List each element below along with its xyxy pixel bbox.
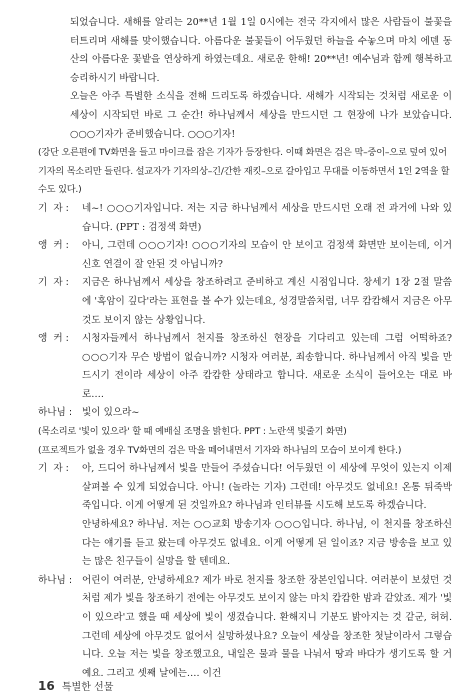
dialogue-text: 네~! ○○○기자입니다. 저는 지금 하나님께서 세상을 만드시던 오래 전 과거에 나와 있습니다. (PPT : 검정색 화면)	[82, 202, 452, 233]
dialogue-line	[38, 330, 452, 404]
dialogue-text: 아, 드디어 하나님께서 빛을 만들어 주셨습니다! 어두웠던 이 세상에 무엇이 있는지 이제 살펴볼 수 있게 되었습니다. 아니! (놀라는 기자) 그런데! 아무것도 없네요! 온통 뒤죽박죽입니다. 이게 어떻게 된 것일까요? 하나님과 인터뷰를 시도해 보도록 하겠습니다.	[82, 463, 452, 512]
speaker-label: 기 자 :	[38, 277, 69, 289]
dialogue-text: 지금은 하나님께서 세상을 창조하려고 준비하고 계신 시점입니다. 창세기 1장 2절 말씀에 '흑암이 깊다'라는 표현을 볼 수가 있는데요, 성경말씀처럼, 너무 캄캄해서 지금은 아무것도 보이지 않는 상황입니다.	[82, 277, 452, 326]
speaker-label: 앵 커 :	[38, 333, 69, 345]
speaker-label: 기 자 :	[38, 463, 69, 475]
dialogue-text: 시청자들께서 하나님께서 천지를 창조하신 현장을 기다리고 있는데 그럼 어떡하죠? ○○○기자 무슨 방법이 없습니까? 시청자 여러분, 죄송합니다. 하나님께서 아직 빛을 만드시기 전이라 세상이 아주 캄캄한 상태라고 합니다. 새로운 소식이 들어오는 대로 바로….	[82, 333, 452, 400]
dialogue-text: 어린이 여러분, 안녕하세요? 제가 바로 천지를 창조한 장본인입니다. 여러분이 보셨던 것처럼 제가 빛을 창조하기 전에는 아무것도 보이지 않는 마치 캄캄한 밤과 같았죠. 제가 '빛이 있으라'고 했을 때 세상에 빛이 생겼습니다. 환해지니 기분도 밝아지는 것 같군, 허허. 그런데 세상에 아무것도 없어서 실망하셨나요? 오늘이 세상을 창조한 첫날이라서 그렇습니다. 오늘 저는 빛을 창조했고요, 내일은 물과 물을 나눠서 땅과 바다가 생기도록 할 거예요. 그리고 셋째 날에는…. 이건	[82, 574, 452, 679]
dialogue-line	[38, 237, 452, 274]
speaker-label: 하나님 :	[38, 574, 73, 586]
dialogue-line	[38, 572, 452, 684]
dialogue-line	[38, 200, 452, 237]
dialogue-line	[38, 404, 452, 423]
book-title: 특별한 선물	[61, 682, 114, 693]
opening-paragraph-1: 되었습니다. 새해를 알리는 20**년 1월 1일 0시에는 전국 각지에서 많은 사람들이 불꽃을 터트리며 새해를 맞이했습니다. 아름다운 불꽃들이 어두웠던 하늘을 수놓으며 마치 에덴 동산의 아름다운 꽃밭을 연상하게 하였는데요. 새로운 한해! 20**년! 예수님과 함께 행복하고 승리하시기 바랍니다.	[70, 17, 452, 84]
speaker-label: 앵 커 :	[38, 240, 69, 252]
speaker-label	[38, 516, 82, 572]
dialogue-text: 아니, 그런데 ○○○기자! ○○○기자의 모습이 안 보이고 검정색 화면만 보이는데, 이거 신호 연결이 잘 안된 것 아닙니까?	[82, 240, 452, 270]
page-number: 16	[38, 679, 55, 693]
stage-note: (목소리로 '빛이 있으라' 할 때 예배실 조명을 밝힌다. PPT : 노란색 빛줄기 화면)	[38, 426, 347, 438]
page-footer	[38, 678, 113, 693]
page-body	[38, 14, 452, 683]
speaker-label: 기 자 :	[38, 202, 69, 214]
stage-note: (프로젝트가 없을 경우 TV화면의 검은 막을 떼어내면서 기자와 하나님의 모습이 보이게 한다.)	[38, 444, 402, 456]
dialogue-line	[38, 516, 452, 572]
dialogue-text: 빛이 있으라~	[82, 407, 140, 419]
dialogue-line	[38, 460, 452, 516]
opening-paragraph-2: 오늘은 아주 특별한 소식을 전해 드리도록 하겠습니다. 새해가 시작되는 것처럼 새로운 이 세상이 시작되던 바로 그 순간! 하나님께서 세상을 만드시던 그 현장에 나가 보았습니다. ○○○기자가 준비했습니다. ○○○기자!	[70, 91, 452, 140]
stage-note: (강단 오른편에 TV화면을 들고 마이크를 잡은 기자가 등장한다. 이때 화면은 검은 막–중이–으로 덮여 있어 기자의 목소리만 들린다. 설교자가 기자의상–긴/간한 재킷–으로 갈아입고 무대를 이동하면서 1인 2역을 할 수도 있다.)	[38, 147, 450, 196]
dialogue-text: 안녕하세요? 하나님. 저는 ○○교회 방송기자 ○○○입니다. 하나님, 이 천지를 창조하신다는 얘기를 듣고 왔는데 아무것도 없네요. 이게 어떻게 된 일이죠? 지금 방송을 보고 있는 많은 친구들이 실망을 할 텐데요.	[82, 519, 452, 568]
speaker-label: 하나님 :	[38, 407, 73, 419]
dialogue-line	[38, 274, 452, 330]
